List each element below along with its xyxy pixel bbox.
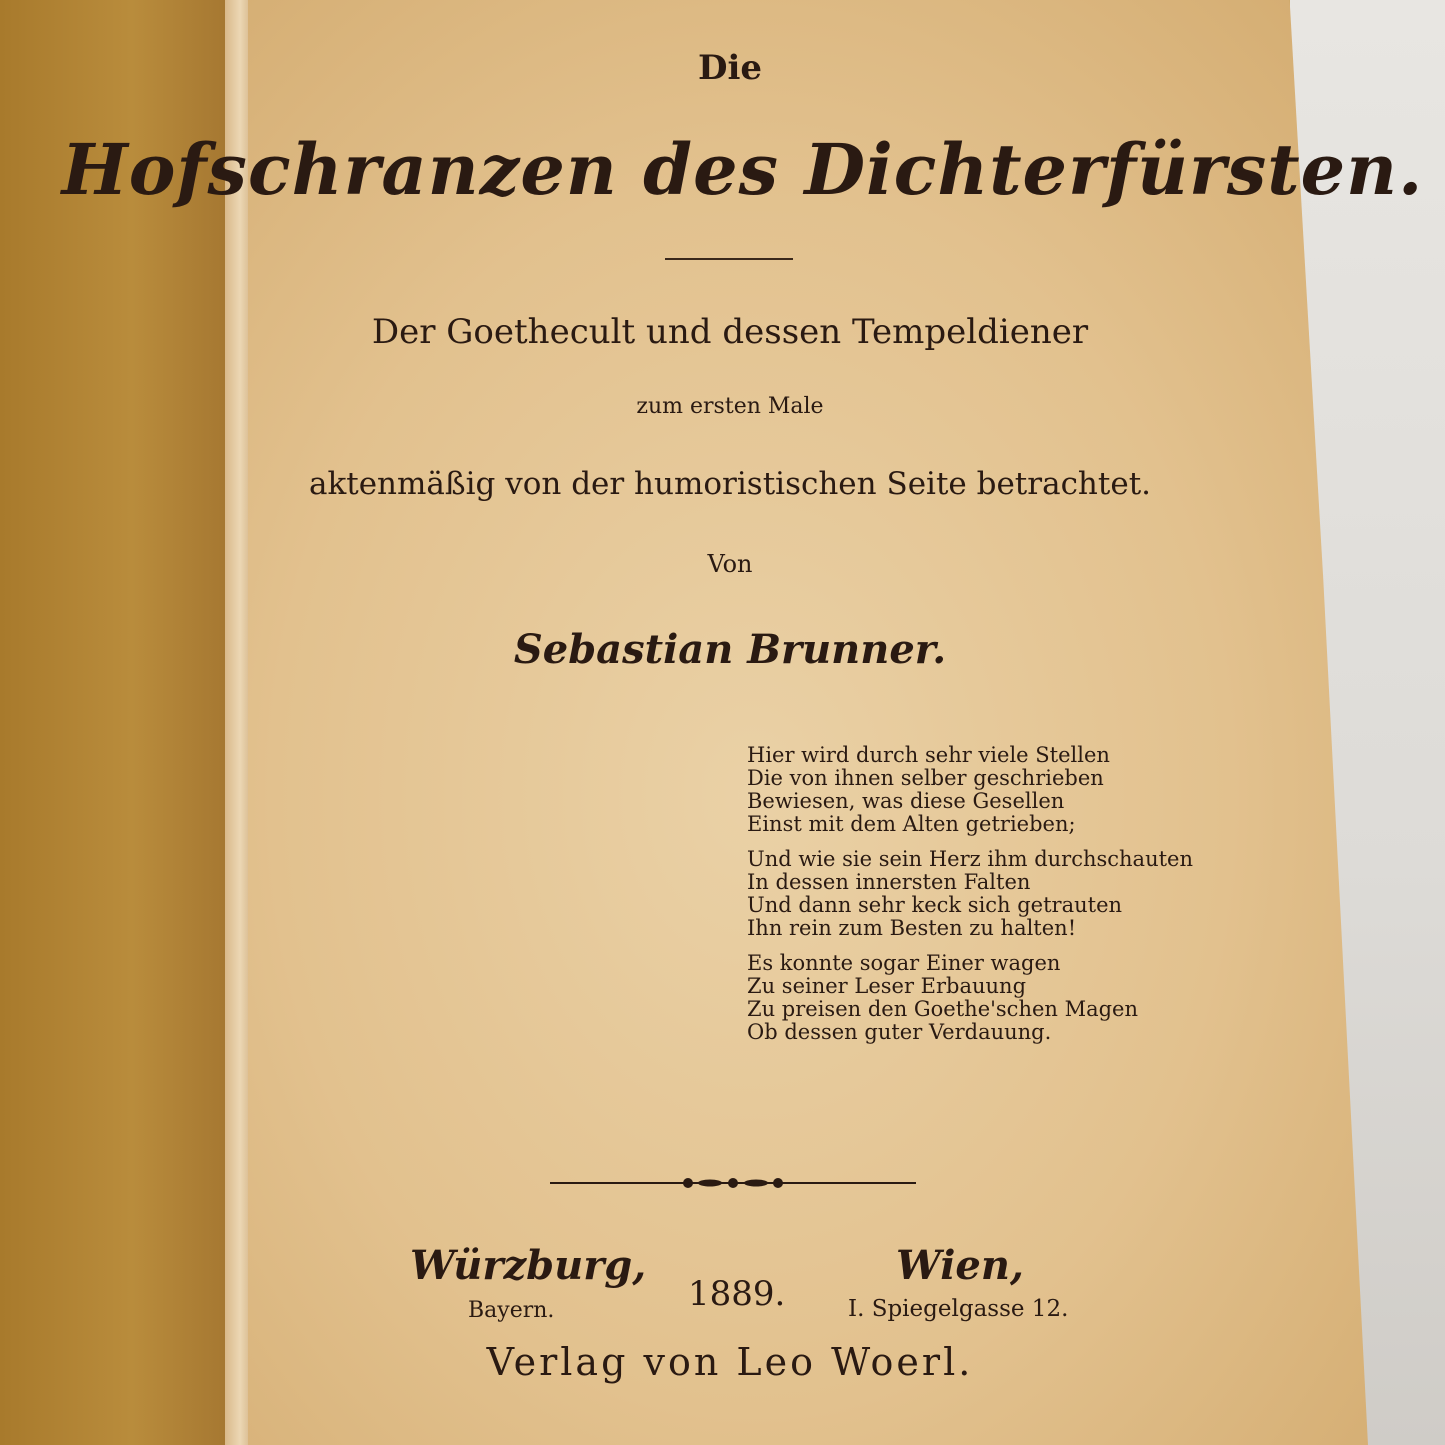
title-page — [248, 0, 1368, 1445]
poem-line: Bewiesen, was diese Gesellen — [747, 789, 1065, 813]
subtitle-line-3: aktenmäßig von der humoristischen Seite betrachtet. — [308, 466, 1152, 502]
epigraph-poem — [747, 744, 1217, 1056]
poem-line: Die von ihnen selber geschrieben — [747, 766, 1104, 790]
subtitle: Der Goethecult und dessen Tempeldiener — [371, 312, 1089, 352]
title-rule — [665, 258, 793, 260]
poem-line: Hier wird durch sehr viele Stellen — [747, 743, 1110, 767]
poem-line: Es konnte sogar Einer wagen — [747, 951, 1061, 975]
poem-line: Zu seiner Leser Erbauung — [747, 974, 1027, 998]
poem-stanza — [747, 952, 1217, 1044]
imprint-city-wien: Wien, — [896, 1242, 1024, 1289]
author-name: Sebastian Brunner. — [513, 626, 947, 673]
book-cover — [0, 0, 240, 1445]
poem-line: Zu preisen den Goethe'schen Magen — [747, 997, 1139, 1021]
poem-line: Und dann sehr keck sich getrauten — [747, 893, 1123, 917]
poem-line: Einst mit dem Alten getrieben; — [747, 812, 1076, 836]
poem-stanza — [747, 744, 1217, 836]
poem-line: In dessen innersten Falten — [747, 870, 1031, 894]
subtitle-line-2: zum ersten Male — [636, 394, 824, 419]
imprint-region: Bayern. — [468, 1298, 555, 1323]
poem-line: Ob dessen guter Verdauung. — [747, 1020, 1052, 1044]
title-article: Die — [697, 48, 763, 88]
ornament-divider — [550, 1172, 916, 1194]
poem-line: Ihn rein zum Besten zu halten! — [747, 916, 1077, 940]
imprint-city-wurzburg: Würzburg, — [410, 1242, 647, 1289]
publisher: Verlag von Leo Woerl. — [486, 1340, 974, 1384]
book-title: Hofschranzen des Dichterfürsten. — [61, 128, 1424, 211]
poem-line: Und wie sie sein Herz ihm durchschauten — [747, 847, 1193, 871]
imprint-address: I. Spiegelgasse 12. — [848, 1296, 1069, 1322]
byline-von: Von — [707, 550, 753, 578]
imprint-year: 1889. — [688, 1274, 786, 1314]
poem-stanza — [747, 848, 1217, 940]
